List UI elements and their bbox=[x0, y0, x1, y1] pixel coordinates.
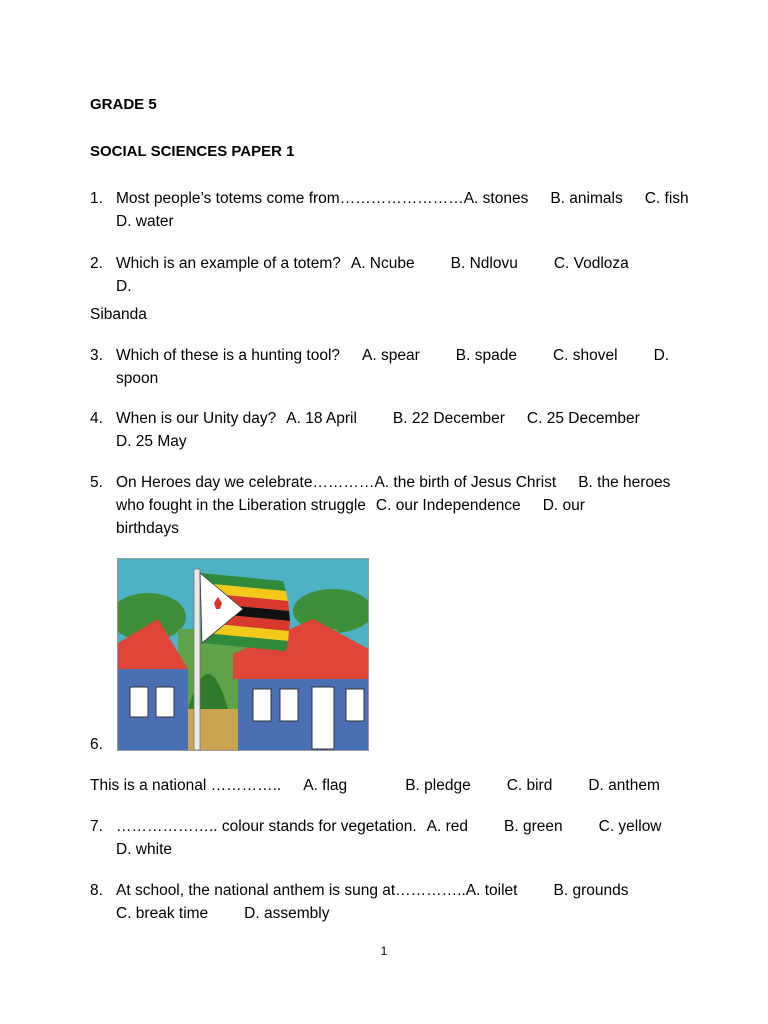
question-8: 8. At school, the national anthem is sung at…………..A. toilet B. grounds C. break time D. assembly bbox=[90, 882, 629, 922]
option-a: A. stones bbox=[463, 190, 529, 207]
option-a: A. red bbox=[426, 818, 469, 835]
option-d: D. anthem bbox=[588, 777, 660, 794]
option-a: A. toilet bbox=[465, 882, 518, 899]
question-3-stem: Which of these is a hunting tool? bbox=[116, 347, 341, 364]
page-number: 1 bbox=[380, 944, 388, 958]
option-b: B. green bbox=[504, 818, 563, 835]
option-d: D. bbox=[653, 347, 670, 364]
option-a: A. flag bbox=[303, 777, 348, 794]
option-c: C. bird bbox=[506, 777, 553, 794]
option-c: C. 25 December bbox=[526, 410, 640, 427]
option-c: C. yellow bbox=[598, 818, 662, 835]
option-b: B. Ndlovu bbox=[450, 255, 518, 272]
option-d-continued: birthdays bbox=[116, 520, 179, 537]
question-3: 3. Which of these is a hunting tool? A. spear B. spade C. shovel D. spoon bbox=[90, 347, 670, 387]
option-b: B. spade bbox=[455, 347, 517, 364]
paper-title: SOCIAL SCIENCES PAPER 1 bbox=[90, 143, 295, 160]
option-c: C. Vodloza bbox=[553, 255, 629, 272]
option-d: D. bbox=[116, 278, 132, 295]
question-7: 7. ……………….. colour stands for vegetation. A. red B. green C. yellow D. white bbox=[90, 818, 662, 858]
option-d: D. water bbox=[116, 213, 174, 230]
option-b: B. animals bbox=[550, 190, 623, 207]
option-a: A. the birth of Jesus Christ bbox=[374, 474, 557, 491]
option-d: D. 25 May bbox=[116, 433, 187, 450]
option-b: B. grounds bbox=[553, 882, 629, 899]
option-a: A. 18 April bbox=[286, 410, 357, 427]
question-4: 4. When is our Unity day? A. 18 April B. 22 December C. 25 December D. 25 May bbox=[90, 410, 640, 450]
question-2: 2. Which is an example of a totem? A. Ncube B. Ndlovu C. Vodloza D. bbox=[90, 255, 629, 295]
option-d-text: spoon bbox=[116, 370, 159, 387]
question-8-stem: At school, the national anthem is sung at………….. bbox=[116, 882, 466, 899]
question-4-stem: When is our Unity day? bbox=[116, 410, 277, 427]
flag-school-picture bbox=[117, 558, 369, 751]
option-a: A. spear bbox=[362, 347, 420, 364]
question-5: 5. On Heroes day we celebrate…………A. the birth of Jesus Christ B. the heroes who fought in the Liberation struggle C. our Independence D. our birthdays bbox=[90, 474, 671, 537]
question-6-stem: This is a national ………….. bbox=[90, 777, 282, 794]
option-d: D. our bbox=[542, 497, 585, 514]
question-2-option-d-text: Sibanda bbox=[90, 306, 147, 323]
question-1-stem: Most people’s totems come from…………………… bbox=[116, 190, 464, 207]
option-b: B. pledge bbox=[405, 777, 471, 794]
question-6-number: 6. bbox=[90, 736, 103, 753]
option-c: C. fish bbox=[644, 190, 689, 207]
option-d: D. white bbox=[116, 841, 172, 858]
question-1: 1. Most people’s totems come from……………………A. stones B. animals C. fish D. water bbox=[90, 190, 689, 230]
option-c: C. break time bbox=[116, 905, 209, 922]
option-c: C. our Independence bbox=[375, 497, 521, 514]
option-b: B. 22 December bbox=[392, 410, 505, 427]
grade-heading: GRADE 5 bbox=[90, 96, 157, 113]
question-7-stem: ……………….. colour stands for vegetation. bbox=[116, 818, 417, 835]
option-b: B. the heroes bbox=[578, 474, 671, 491]
option-c: C. shovel bbox=[552, 347, 618, 364]
option-a: A. Ncube bbox=[350, 255, 415, 272]
option-b-continued: who fought in the Liberation struggle bbox=[116, 497, 366, 514]
question-6 bbox=[90, 774, 660, 797]
question-2-stem: Which is an example of a totem? bbox=[116, 255, 341, 272]
option-d: D. assembly bbox=[244, 905, 330, 922]
zimbabwe-flag-school-illustration-icon bbox=[118, 559, 368, 750]
question-5-stem: On Heroes day we celebrate………… bbox=[116, 474, 375, 491]
